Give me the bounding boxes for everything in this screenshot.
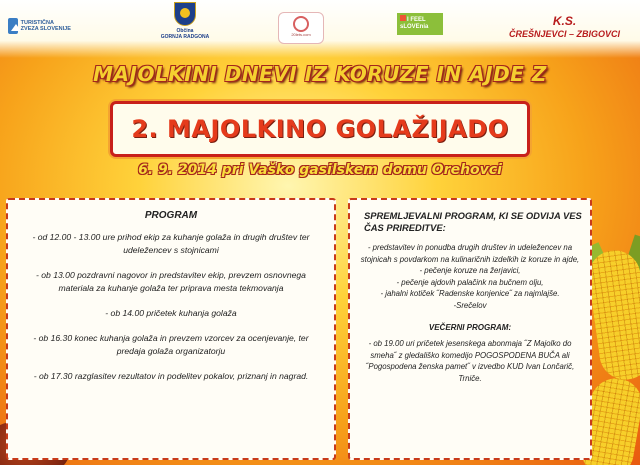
ks-line1: K.S. xyxy=(552,14,577,28)
program-box xyxy=(6,198,336,460)
program-item: - ob 16.30 konec kuhanja golaža in prevzem vzorcev za ocenjevanje, ter predaja golaža organizatorju xyxy=(33,333,309,356)
side-program-item: - jahalni kotiček ˝Radenske konjenice˝ za najmlajše. xyxy=(380,289,560,298)
sponsor-bar xyxy=(0,0,640,58)
title-box xyxy=(110,101,530,157)
mountain-icon xyxy=(8,18,18,34)
side-program-item: - pečenje koruze na žerjavici, xyxy=(419,266,521,275)
coat-of-arms-icon xyxy=(174,2,196,26)
corn-cob-image xyxy=(585,247,640,383)
side-program-item: - predstavitev in ponudba drugih društev in udeležencev na stojnicah s povdarkom na kulinaričnih izdelkih iz koruze in ajde, xyxy=(360,243,580,264)
obcina-line1: Občina xyxy=(176,28,194,34)
turisticna-zveza-logo xyxy=(8,12,72,40)
side-program-heading: SPREMLJEVALNI PROGRAM, KI SE ODVIJA VES ČAS PRIREDITVE: xyxy=(364,210,582,233)
program-item: - ob 14.00 pričetek kuhanja golaža xyxy=(105,308,237,318)
side-program-box xyxy=(348,198,592,460)
obcina-text xyxy=(155,28,215,40)
turisticna-zveza-text: TURISTIČNA ZVEZA SLOVENIJE xyxy=(20,20,71,32)
program-item: - ob 13.00 pozdravni nagovor in predstavitev ekip, prevzem osnovnega materiala za kuhanje golaža ter priprava mesta tekmovanja xyxy=(36,270,306,293)
evening-program-heading: VEČERNI PROGRAM: xyxy=(428,323,512,332)
event-headline: MAJOLKINI DNEVI IZ KORUZE IN AJDE Z xyxy=(93,62,547,86)
side-program-item: - pečenje ajdovih palačink na bučnem olju, xyxy=(396,277,544,287)
program-item: - ob 17.30 razglasitev rezultatov in podelitev pokalov, priznanj in nagrad. xyxy=(33,371,309,381)
anniversary-logo xyxy=(278,12,324,44)
square-icon xyxy=(400,15,406,21)
date-location: 6. 9. 2014 pri Vaško gasilskem domu Orehovci xyxy=(138,162,502,178)
feel-line2: sLOVEnia xyxy=(400,24,429,30)
ring-icon xyxy=(293,16,309,32)
evening-program-item: - ob 19.00 uri pričetek jesenskega abonmaja ˝Z Majolko do smeha˝ z gledališko komedijo POGOSPODENA BUČA ali ˝Pogospodena ženska pamet˝ v izvedbo KUD Ivan Lončarič, Trniče. xyxy=(365,339,575,383)
program-heading: PROGRAM xyxy=(144,210,198,221)
feel-line1: I FEEL xyxy=(407,17,426,23)
program-item: - od 12.00 - 13.00 ure prihod ekip za kuhanje golaža in drugih društev ter udeležencev s stojnicami xyxy=(32,232,310,255)
obcina-line2: GORNJA RADGONA xyxy=(160,34,210,40)
i-feel-slovenia-logo xyxy=(397,13,443,35)
anniversary-text: 20lets.com xyxy=(291,32,311,37)
side-program-item: -Srečelov xyxy=(453,300,487,310)
obcina-logo xyxy=(155,2,215,48)
event-title: 2. MAJOLKINO GOLAŽIJADO xyxy=(131,115,509,143)
ks-line2: ČREŠNJEVCI – ZBIGOVCI xyxy=(508,29,620,39)
ks-organizer xyxy=(509,14,620,39)
